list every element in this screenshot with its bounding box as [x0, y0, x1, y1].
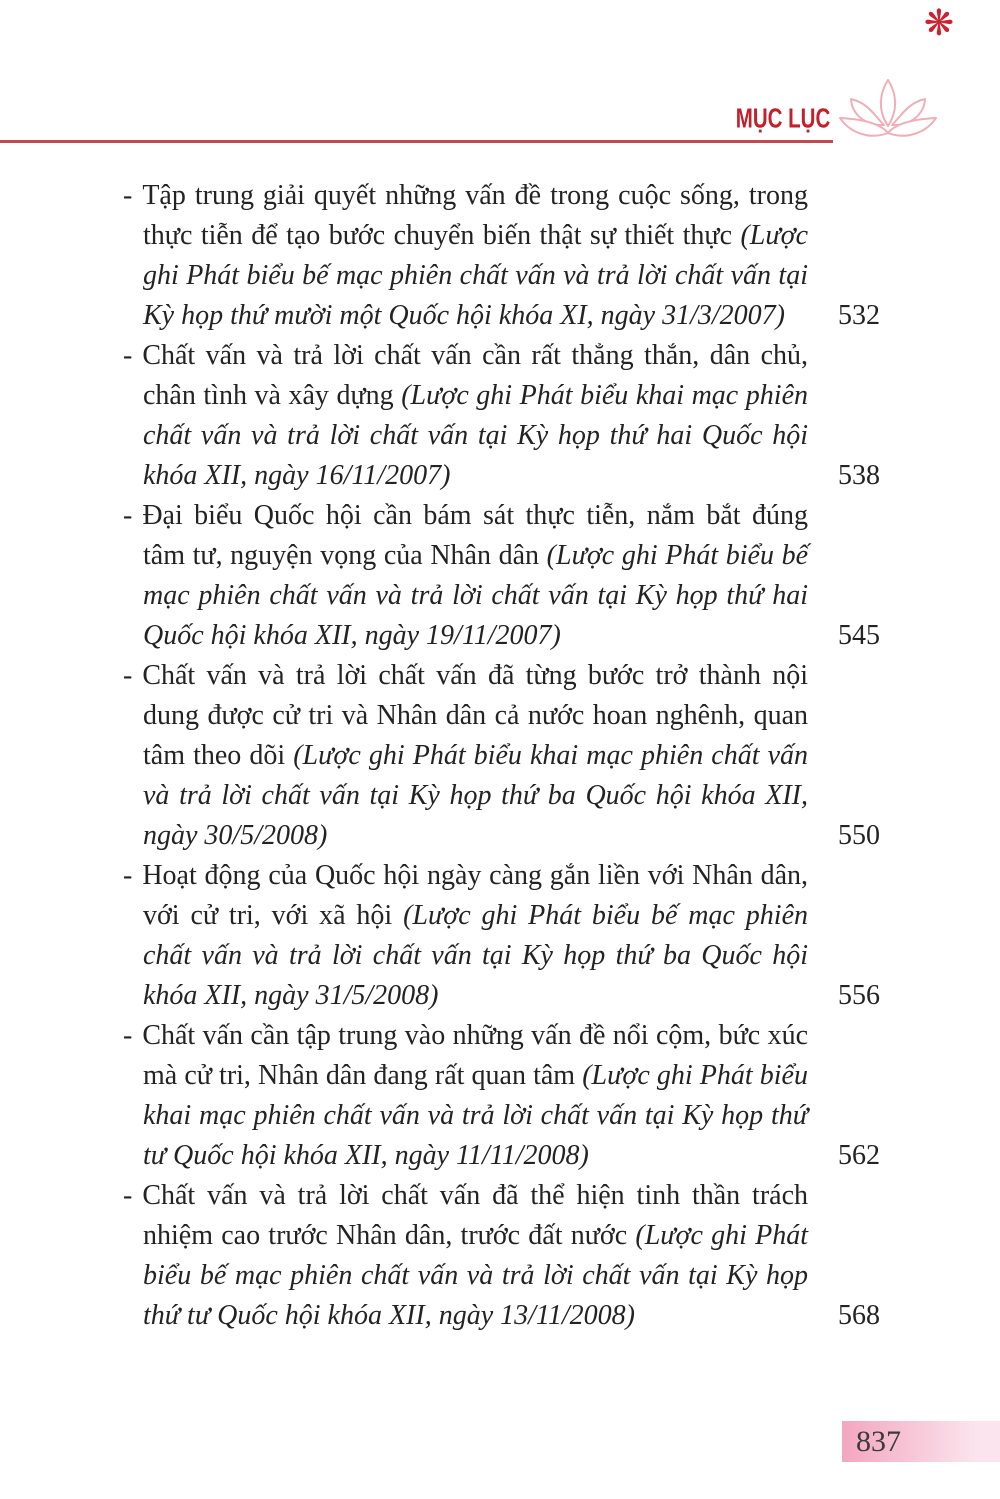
toc-entry	[123, 336, 880, 496]
toc-entry-marker: -	[123, 860, 133, 891]
toc-entry	[123, 176, 880, 336]
toc-entry-text	[123, 1176, 808, 1336]
toc-entry-page-number: 545	[838, 620, 880, 651]
toc-entry-citation: (Lược ghi Phát biểu bế mạc phiên chất vấn và trả lời chất vấn tại Kỳ họp thứ mười một Quốc hội khóa XI, ngày 31/3/2007)	[143, 220, 809, 331]
toc-entry-marker: -	[123, 1180, 133, 1211]
flower-asterisk-icon: ❋	[923, 3, 954, 44]
toc-entry-citation: (Lược ghi Phát biểu bế mạc phiên chất vấn và trả lời chất vấn tại Kỳ họp thứ hai Quốc hội khóa XII, ngày 19/11/2007)	[143, 540, 808, 651]
toc-entry-marker: -	[123, 180, 133, 211]
toc-entry-marker: -	[123, 340, 133, 371]
toc-entry-title: Chất vấn và trả lời chất vấn cần rất thẳng thắn, dân chủ, chân tình và xây dựng	[142, 340, 808, 411]
toc-entry	[123, 1176, 880, 1336]
toc-entry-citation: (Lược ghi Phát biểu khai mạc phiên chất vấn và trả lời chất vấn tại Kỳ họp thứ tư Quốc hội khóa XII, ngày 11/11/2008)	[143, 1060, 808, 1171]
toc-entry-text	[123, 336, 808, 496]
toc-entry-title: Chất vấn và trả lời chất vấn đã từng bước trở thành nội dung được cử tri và Nhân dân cả nước hoan nghênh, quan tâm theo dõi	[142, 660, 808, 771]
toc-entry-citation: (Lược ghi Phát biểu bế mạc phiên chất vấn và trả lời chất vấn tại Kỳ họp thứ tư Quốc hội khóa XII, ngày 13/11/2008)	[143, 1220, 809, 1331]
toc-entry-page-number: 532	[838, 300, 880, 331]
toc-entry-page-number: 568	[838, 1300, 880, 1331]
toc-entry-text	[123, 496, 808, 656]
toc-entry-title: Chất vấn cần tập trung vào những vấn đề nổi cộm, bức xúc mà cử tri, Nhân dân đang rất quan tâm	[142, 1020, 808, 1091]
toc-entry	[123, 856, 880, 1016]
toc-entry	[123, 656, 880, 856]
toc-list	[123, 176, 880, 1336]
toc-entry-page-number: 556	[838, 980, 880, 1011]
toc-entry-text	[123, 176, 808, 336]
toc-entry-text	[123, 856, 808, 1016]
toc-entry-page-number: 538	[838, 460, 880, 491]
toc-entry-marker: -	[123, 1020, 133, 1051]
header-rule	[0, 140, 833, 143]
toc-entry-marker: -	[123, 500, 133, 531]
toc-entry-page-number: 562	[838, 1140, 880, 1171]
toc-entry-text	[123, 1016, 808, 1176]
toc-entry-title: Hoạt động của Quốc hội ngày càng gắn liền với Nhân dân, với cử tri, với xã hội	[142, 860, 808, 931]
toc-entry-page-number: 550	[838, 820, 880, 851]
toc-entry-title: Tập trung giải quyết những vấn đề trong cuộc sống, trong thực tiễn để tạo bước chuyển biến thật sự thiết thực	[142, 180, 808, 251]
toc-entry-citation: (Lược ghi Phát biểu khai mạc phiên chất vấn và trả lời chất vấn tại Kỳ họp thứ hai Quốc hội khóa XII, ngày 16/11/2007)	[143, 380, 808, 491]
toc-entry-title: Đại biểu Quốc hội cần bám sát thực tiễn, nắm bắt đúng tâm tư, nguyện vọng của Nhân dân	[142, 500, 808, 571]
toc-entry-text	[123, 656, 808, 856]
page-title: MỤC LỤC	[735, 102, 830, 135]
footer-page-number: 837	[856, 1424, 901, 1458]
toc-entry-citation: (Lược ghi Phát biểu bế mạc phiên chất vấn và trả lời chất vấn tại Kỳ họp thứ ba Quốc hội khóa XII, ngày 31/5/2008)	[143, 900, 808, 1011]
toc-entry-citation: (Lược ghi Phát biểu khai mạc phiên chất vấn và trả lời chất vấn tại Kỳ họp thứ ba Quốc hội khóa XII, ngày 30/5/2008)	[143, 740, 808, 851]
toc-entry-marker: -	[123, 660, 133, 691]
toc-entry-title: Chất vấn và trả lời chất vấn đã thể hiện tinh thần trách nhiệm cao trước Nhân dân, trước đất nước	[142, 1180, 808, 1251]
footer-page-number-box	[842, 1421, 1000, 1462]
toc-entry	[123, 496, 880, 656]
lotus-flower-icon	[838, 76, 938, 144]
toc-entry	[123, 1016, 880, 1176]
